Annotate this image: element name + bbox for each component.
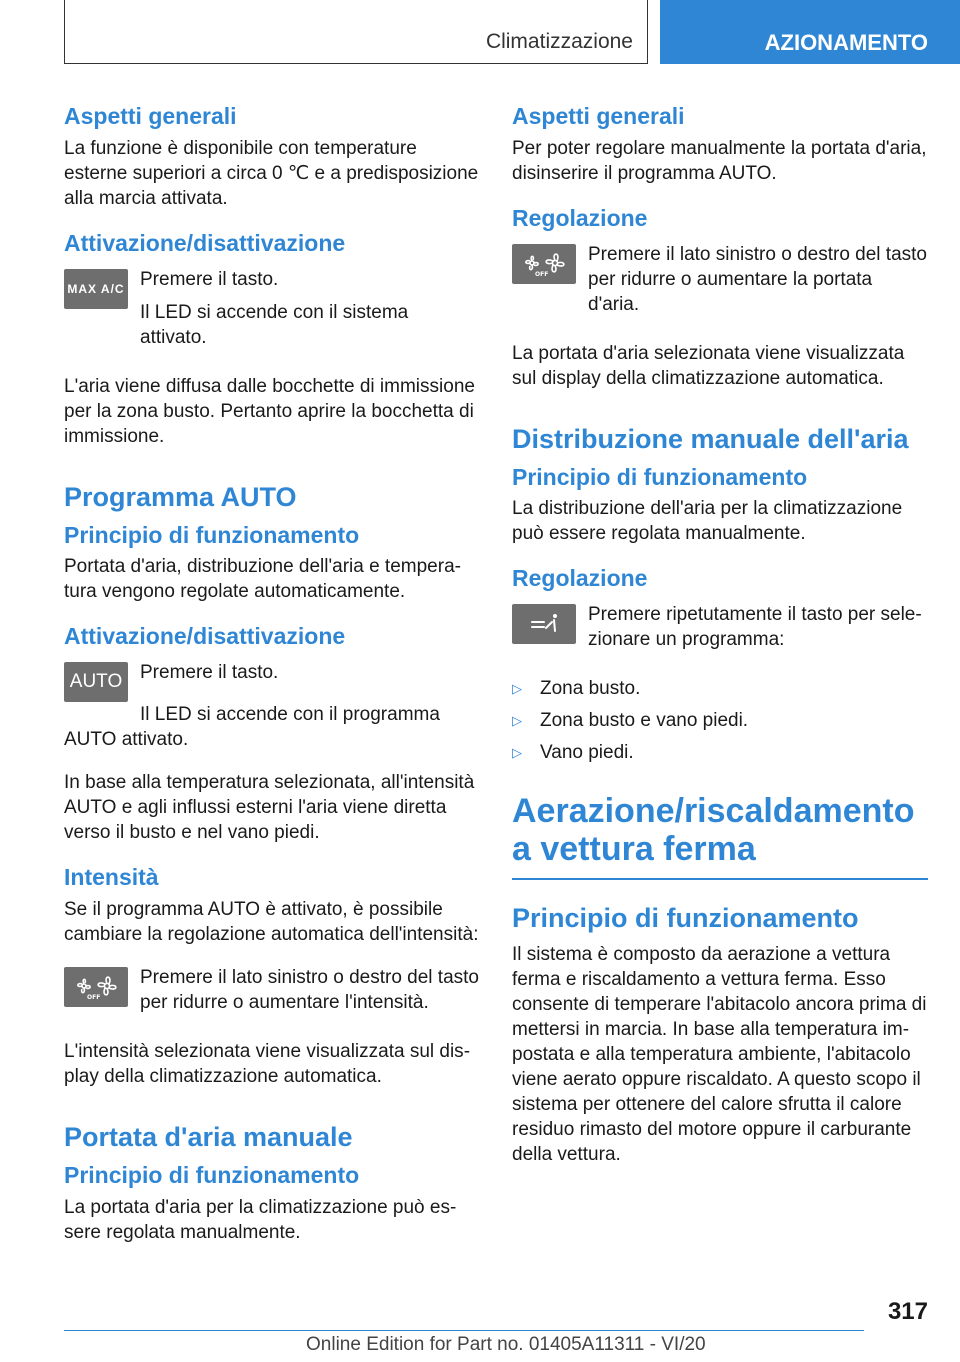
heading-regolazione: Regolazione xyxy=(512,204,648,231)
heading-attivazione: Attivazione/disattivazione xyxy=(64,623,346,650)
instruction-text: Il LED si accende con il programma AUTO attivato. xyxy=(64,704,440,751)
paragraph: La distribuzione dell'aria per la climatizzazione può essere regolata manualmente. xyxy=(512,498,903,545)
air-distribution-button-icon xyxy=(512,604,576,644)
footer-edition: Online Edition for Part no. 01405A11311 - VI/20 xyxy=(306,1334,706,1355)
paragraph: Il sistema è composto da aerazione a vettura ferma e riscaldamento a vettura ferma. Esso consente di temperare l'abitacolo ancora prima di mettersi in marcia. In base alla temperatura impostata e alla temperatura ambiente, l'abitacolo viene aerato oppure riscaldato. A questo scopo il sistema per ottenere del calore sfrutta il calore residuo rimasto del motore oppure il carburante della vettura. xyxy=(512,943,927,1165)
heading-principio: Principio di funzionamento xyxy=(64,521,360,548)
list-item: ▷ Zona busto e vano piedi. xyxy=(512,710,749,732)
triangle-bullet-icon: ▷ xyxy=(512,745,522,761)
heading-regolazione: Regolazione xyxy=(512,565,648,592)
header-chapter-box xyxy=(64,0,648,64)
header-chapter: Climatizzazione xyxy=(485,30,633,53)
heading-attivazione: Attivazione/disattivazione xyxy=(64,229,346,256)
heading-intensita: Intensità xyxy=(64,864,159,891)
fan-button-icon xyxy=(512,244,576,284)
instruction-text: Premere il tasto. xyxy=(140,268,279,290)
triangle-bullet-icon: ▷ xyxy=(512,681,522,697)
header-section-tab: AZIONAMENTO xyxy=(660,0,960,64)
heading-programma-auto: Programma AUTO xyxy=(64,481,297,512)
max-ac-button-icon: MAX A/C xyxy=(64,269,128,309)
heading-aerazione-riscaldamento: Aerazione/riscaldamento a vettura ferma xyxy=(512,793,928,880)
program-list xyxy=(512,676,928,765)
right-column xyxy=(512,102,928,1185)
footer-divider xyxy=(64,1330,864,1331)
svg-text:OFF: OFF xyxy=(535,270,549,277)
heading-principio: Principio di funzionamento xyxy=(512,903,859,934)
heading-aspetti-generali: Aspetti generali xyxy=(512,103,685,129)
button-instruction-distribution xyxy=(512,602,928,660)
button-instruction-fan xyxy=(512,242,928,325)
button-instruction-max-ac xyxy=(64,267,480,358)
list-item: ▷ Vano piedi. xyxy=(512,742,634,764)
heading-distribuzione-manuale: Distribuzione manuale dell'aria xyxy=(512,423,909,454)
page-number: 317 xyxy=(887,1298,928,1325)
paragraph: La funzione è disponibile con temperature esterne superiori a circa 0 ℃ e a predisposizione alla marcia attivata. xyxy=(64,137,479,209)
left-column xyxy=(64,102,480,1263)
heading-aspetti-generali: Aspetti generali xyxy=(64,103,237,129)
heading-principio: Principio di funzionamento xyxy=(512,463,808,490)
paragraph: Per poter regolare manualmente la portata d'aria, disinserire il programma AUTO. xyxy=(512,137,927,184)
paragraph: La portata d'aria per la climatizzazione può essere regolata manualmente. xyxy=(64,1196,457,1243)
instruction-text: Il LED si accende con il sistema attivato. xyxy=(140,301,409,348)
paragraph: Se il programma AUTO è attivato, è possibile cambiare la regolazione automatica dell'intensità: xyxy=(64,899,479,946)
paragraph: Portata d'aria, distribuzione dell'aria e temperatura vengono regolate automaticamente. xyxy=(64,556,461,603)
heading-portata-manuale: Portata d'aria manuale xyxy=(64,1122,353,1153)
paragraph: L'aria viene diffusa dalle bocchette di immissione per la zona busto. Pertanto aprire la bocchetta di immissione. xyxy=(64,375,475,447)
instruction-text: Premere il lato sinistro o destro del tasto per ridurre o aumentare la portata d'aria. xyxy=(588,243,927,315)
paragraph: In base alla temperatura selezionata, all'intensità AUTO e agli influssi esterni l'aria viene diretta verso il busto e nel vano piedi. xyxy=(64,772,475,844)
triangle-bullet-icon: ▷ xyxy=(512,713,522,729)
instruction-text: Premere il lato sinistro o destro del tasto per ridurre o aumentare l'intensità. xyxy=(140,967,479,1014)
instruction-text: Premere ripetutamente il tasto per selezionare un programma: xyxy=(588,604,922,651)
svg-text:OFF: OFF xyxy=(87,994,101,1001)
heading-principio: Principio di funzionamento xyxy=(64,1161,360,1188)
paragraph: La portata d'aria selezionata viene visualizzata sul display della climatizzazione automatica. xyxy=(512,342,905,389)
button-instruction-fan xyxy=(64,965,480,1023)
fan-button-icon xyxy=(64,967,128,1007)
instruction-text: Premere il tasto. xyxy=(140,662,279,684)
auto-button-icon: AUTO xyxy=(64,662,128,702)
paragraph: L'intensità selezionata viene visualizzata sul display della climatizzazione automatica. xyxy=(64,1041,471,1088)
button-instruction-auto xyxy=(64,660,480,702)
list-item: ▷ Zona busto. xyxy=(512,678,641,700)
